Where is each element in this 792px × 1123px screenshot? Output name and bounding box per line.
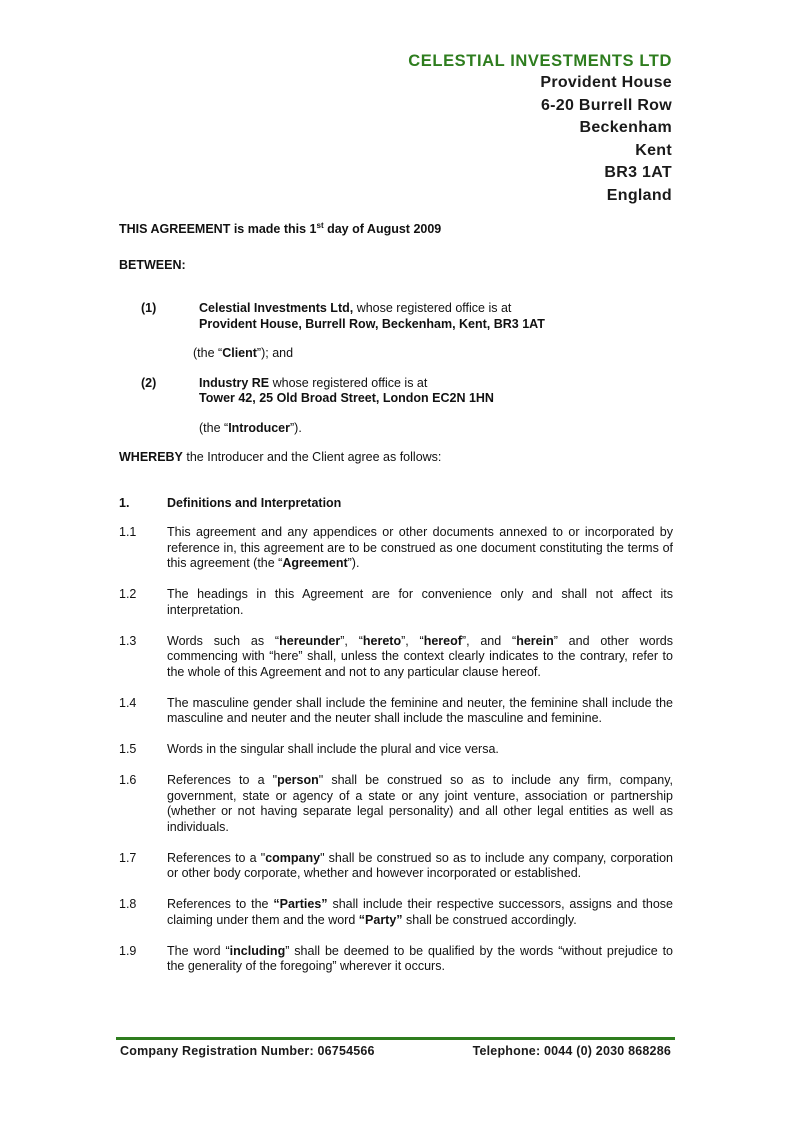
address-line: Beckenham <box>579 119 672 137</box>
clause-number: 1.9 <box>119 943 137 958</box>
footer-divider <box>116 1037 675 1040</box>
party-name: Industry RE <box>199 375 270 390</box>
address-line: BR3 1AT <box>604 164 672 182</box>
party-office-text: whose registered office is at <box>353 301 512 315</box>
company-name: CELESTIAL INVESTMENTS LTD <box>408 52 672 70</box>
intro-date: day of August 2009 <box>323 222 442 236</box>
party-1 <box>119 301 673 332</box>
defined-term: including <box>229 943 286 958</box>
section-heading <box>119 496 673 512</box>
clause-1-9: 1.9 The word “including” shall be deemed to be qualified by the words “without prejudice to the generality of the foregoing” wherever it occurs. <box>119 943 673 973</box>
defined-term: Introducer <box>228 420 290 435</box>
party-2 <box>119 376 673 407</box>
clause-number: 1.8 <box>119 897 137 911</box>
company-registration: Company Registration Number: 06754566 <box>120 1044 375 1058</box>
party-office-text: whose registered office is at <box>269 375 428 390</box>
clause-1-8: 1.8 References to the “Parties” shall include their respective successors, assigns and those claiming under them and the word “Party” shall be construed accordingly. <box>119 897 673 927</box>
clause-text: Words in the singular shall include the plural and vice versa. <box>167 742 499 756</box>
clause-number: 1.4 <box>119 695 137 710</box>
clause-1-2 <box>119 587 673 618</box>
agreement-intro <box>119 222 673 238</box>
intro-lead: THIS AGREEMENT is made this 1 <box>119 222 317 236</box>
address-line: England <box>606 186 672 204</box>
party-number: (2) <box>141 375 157 390</box>
clause-1-1: 1.1 This agreement and any appendices or other documents annexed to or incorporated by reference in, this agreement are to be construed as one document constituting the terms of this agreement (the “Agreement”). <box>119 525 673 570</box>
defined-term: company <box>265 850 321 865</box>
defined-term: Client <box>222 346 257 360</box>
clause-1-6: 1.6 References to a "person" shall be construed so as to include any firm, company, government, state or agency of a state or any joint venture, association or partnership (whether or not having separate legal personality) and all other legal entities as well as individuals. <box>119 773 673 834</box>
clause-number: 1.1 <box>119 525 137 539</box>
between-heading: BETWEEN: <box>119 257 186 272</box>
party-1-definition: (the “Client”); and <box>193 346 294 360</box>
clause-number: 1.6 <box>119 773 137 787</box>
clause-1-7: 1.7 References to a "company" shall be construed so as to include any company, corporation or other body corporate, whether and however incorporated or established. <box>119 850 673 880</box>
defined-term: person <box>277 773 319 787</box>
address-line: Kent <box>635 141 672 159</box>
address-line: 6-20 Burrell Row <box>540 96 672 114</box>
intro-ordinal: st <box>316 221 324 230</box>
party-number: (1) <box>141 301 157 315</box>
clause-1-4 <box>119 696 673 727</box>
clause-number: 1.5 <box>119 742 137 756</box>
clause-text: The masculine gender shall include the feminine and neuter, the feminine shall include the masculine and neuter and the neuter shall include the masculine and feminine. <box>167 695 673 725</box>
clause-1-5 <box>119 742 673 758</box>
party-name: Celestial Investments Ltd, <box>199 301 354 315</box>
section-title: Definitions and Interpretation <box>167 495 342 510</box>
defined-term: “Parties” <box>273 897 328 911</box>
clause-text: The headings in this Agreement are for convenience only and shall not affect its interpretation. <box>167 587 673 617</box>
party-2-definition: (the “Introducer”). <box>199 420 302 435</box>
clause-number: 1.7 <box>119 850 137 865</box>
telephone: Telephone: 0044 (0) 2030 868286 <box>472 1044 671 1058</box>
defined-term: Agreement <box>282 556 348 570</box>
party-address: Tower 42, 25 Old Broad Street, London EC2N 1HN <box>199 391 494 405</box>
section-number: 1. <box>119 495 130 510</box>
footer <box>120 1044 671 1058</box>
letterhead <box>408 50 672 208</box>
address-line: Provident House <box>540 74 672 91</box>
party-address: Provident House, Burrell Row, Beckenham, Kent, BR3 1AT <box>199 316 545 331</box>
clause-number: 1.2 <box>119 587 137 601</box>
defined-term: “Party” <box>358 912 403 927</box>
clause-number: 1.3 <box>119 633 137 648</box>
whereby-clause: WHEREBY the Introducer and the Client agree as follows: <box>119 450 442 464</box>
agreement-body <box>119 222 673 990</box>
clause-1-3: 1.3 Words such as “hereunder”, “hereto”, “hereof”, and “herein” and other words commencing with “here” shall, unless the context clearly indicates to the contrary, refer to the whole of this Agreement and not to any particular clause hereof. <box>119 633 673 679</box>
